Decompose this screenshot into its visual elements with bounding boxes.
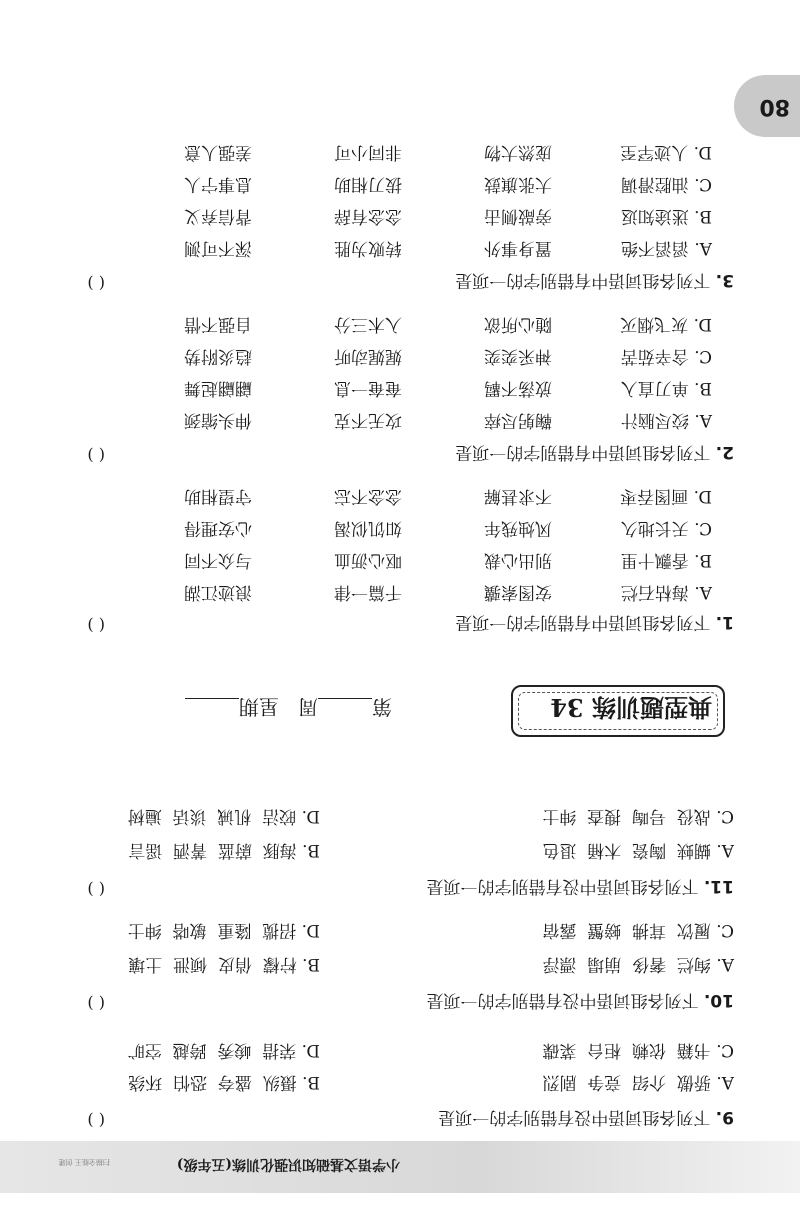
word: 伸头缩颈 xyxy=(184,410,252,430)
word: B. 海豚 xyxy=(262,840,320,860)
word: 隆重 xyxy=(217,920,252,940)
word: A. 绞尽脑汁 xyxy=(620,410,712,430)
word: D. 皎洁 xyxy=(262,806,320,826)
question-2-stem xyxy=(455,442,734,467)
weekday-label: 星期 xyxy=(238,695,279,719)
book-title: 小学语文基础知识强化训练(五年级) xyxy=(176,1156,400,1172)
word: 入木三分 xyxy=(334,314,402,334)
word: C. 履饮 xyxy=(676,920,734,940)
word: 介绍 xyxy=(632,1072,667,1092)
question-text: 下列各组词语中没有错别字的一项是 xyxy=(438,1107,711,1127)
word: 娓娓动听 xyxy=(334,346,402,366)
question-11-stem xyxy=(426,876,734,901)
word: 转败为胜 xyxy=(334,238,402,258)
word: A. 滔滔不绝 xyxy=(620,238,712,258)
word: D. 荣措 xyxy=(262,1040,320,1060)
word: 攻无不克 xyxy=(334,410,402,430)
option-row xyxy=(542,920,734,945)
header-bar xyxy=(0,1141,800,1193)
question-number: 1. xyxy=(715,612,734,632)
option-row xyxy=(184,550,712,575)
option-row xyxy=(542,954,734,979)
word: 息事宁人 xyxy=(184,174,252,194)
word: 号啕 xyxy=(631,806,666,826)
word: B. 迷途知返 xyxy=(620,206,712,226)
word: 与众不同 xyxy=(184,550,252,570)
word: 绅士 xyxy=(542,806,577,826)
word: 自强不惜 xyxy=(184,314,252,334)
word: 俏皮 xyxy=(217,954,252,974)
question-3-stem xyxy=(455,270,734,295)
word: 守望相助 xyxy=(184,486,252,506)
option-row xyxy=(184,314,712,339)
word: 不求甚解 xyxy=(484,486,552,506)
word: 退色 xyxy=(542,840,577,860)
word: 峻秀 xyxy=(217,1040,252,1060)
word: 盛夸 xyxy=(217,1072,252,1092)
option-row xyxy=(184,346,712,371)
word: 露宿 xyxy=(542,920,577,940)
option-row xyxy=(184,410,712,435)
word: D. 画图吞枣 xyxy=(620,486,712,506)
option-row xyxy=(184,582,712,607)
week-label: 周 xyxy=(298,695,318,719)
question-text: 下列各组词语中有错别字的一项是 xyxy=(455,270,711,290)
word: 奢侈 xyxy=(632,954,667,974)
word: 木桶 xyxy=(587,840,622,860)
word: 鞠躬尽瘁 xyxy=(484,410,552,430)
word: A. 绚烂 xyxy=(676,954,734,974)
word: 翩翩起舞 xyxy=(184,378,252,398)
weekday-blank xyxy=(185,698,239,717)
option-row xyxy=(542,840,734,865)
word: 菜碟 xyxy=(542,1040,577,1060)
word: 绅士 xyxy=(127,920,162,940)
option-row xyxy=(184,486,712,511)
word: 背信弃义 xyxy=(184,206,252,226)
word: 漂浮 xyxy=(542,954,577,974)
word: 柜台 xyxy=(587,1040,622,1060)
word: C. 战役 xyxy=(676,806,734,826)
word: C. 书籍 xyxy=(676,1040,734,1060)
answer-paren: ( ) xyxy=(87,274,105,293)
question-number: 11. xyxy=(703,876,734,896)
question-text: 下列各组词语中没有错别字的一项是 xyxy=(426,990,699,1010)
word: 差强人意 xyxy=(184,142,252,162)
word: 放荡不羁 xyxy=(484,378,552,398)
option-row xyxy=(184,174,712,199)
word: 拔刀相助 xyxy=(334,174,402,194)
word: 念念不忘 xyxy=(334,486,402,506)
word: 茸拂 xyxy=(631,920,666,940)
word: 依赖 xyxy=(631,1040,666,1060)
question-number: 2. xyxy=(715,442,734,462)
word: 土壤 xyxy=(128,954,163,974)
word: C. 天长地久 xyxy=(620,518,712,538)
word: 大张旗鼓 xyxy=(484,174,552,194)
word: 敏嗒 xyxy=(172,920,207,940)
word: 跨越 xyxy=(172,1040,207,1060)
word: 旁敲侧击 xyxy=(484,206,552,226)
question-1-stem xyxy=(455,612,734,637)
option-row xyxy=(128,1040,320,1065)
word: 安图索骥 xyxy=(484,582,552,602)
question-text: 下列各组词语中没有错别字的一项是 xyxy=(426,876,699,896)
answer-paren: ( ) xyxy=(87,616,105,635)
question-text: 下列各组词语中有错别字的一项是 xyxy=(455,612,711,632)
option-row xyxy=(184,518,712,543)
option-row xyxy=(128,954,320,979)
option-row xyxy=(128,1072,320,1097)
word: 庞然大物 xyxy=(484,142,552,162)
option-row xyxy=(128,840,320,865)
word: 恐怕 xyxy=(173,1072,208,1092)
word: 念念有辞 xyxy=(334,206,402,226)
word: 心安理得 xyxy=(184,518,252,538)
option-row xyxy=(184,378,712,403)
word: 非同小可 xyxy=(334,142,402,162)
word: B. 柠檬 xyxy=(262,954,320,974)
word: 置身事外 xyxy=(484,238,552,258)
question-10-stem xyxy=(426,990,734,1015)
word: 遍树 xyxy=(127,806,162,826)
word: 环绕 xyxy=(128,1072,163,1092)
word: B. 摄纵 xyxy=(262,1072,320,1092)
option-row xyxy=(128,806,320,831)
word: C. 油腔滑调 xyxy=(620,174,712,194)
word: D. 灰飞烟灭 xyxy=(620,314,712,334)
word: 随心所欲 xyxy=(484,314,552,334)
word: 螃蟹 xyxy=(587,920,622,940)
word: A. 海枯石烂 xyxy=(620,582,712,602)
word: 奄奄一息 xyxy=(334,378,402,398)
option-row xyxy=(128,920,320,945)
word: 神采奕奕 xyxy=(484,346,552,366)
section-title: 典型题训练 34 xyxy=(550,693,712,722)
scanner-watermark: 扫描全能王 创建 xyxy=(58,1158,110,1166)
answer-paren: ( ) xyxy=(87,446,105,465)
answer-paren: ( ) xyxy=(87,880,105,899)
word: 倾泄 xyxy=(173,954,208,974)
word: 机诫 xyxy=(217,806,252,826)
word: B. 香飘十里 xyxy=(620,550,712,570)
word: D. 招揽 xyxy=(262,920,320,940)
word: A. 骄傲 xyxy=(676,1072,734,1092)
word: 千篇一律 xyxy=(334,582,402,602)
date-prefix: 第 xyxy=(372,695,392,719)
date-line xyxy=(185,694,392,723)
option-row xyxy=(542,1040,734,1065)
word: C. 含辛茹苦 xyxy=(620,346,712,366)
word: 呕心沥血 xyxy=(334,550,402,570)
word: 谣言 xyxy=(128,840,163,860)
word: 风烛残年 xyxy=(484,518,552,538)
word: 蔚蓝 xyxy=(217,840,252,860)
question-number: 3. xyxy=(715,270,734,290)
word: D. 人迹罕至 xyxy=(620,142,712,162)
option-row xyxy=(184,206,712,231)
option-row xyxy=(542,806,734,831)
question-number: 9. xyxy=(715,1107,734,1127)
word: B. 单刀直入 xyxy=(620,378,712,398)
option-row xyxy=(542,1072,734,1097)
word: 趋炎附势 xyxy=(184,346,252,366)
page-number: 80 xyxy=(759,94,790,119)
word: A. 蝴蛱 xyxy=(676,840,734,860)
word: 剧烈 xyxy=(542,1072,577,1092)
word: 竞争 xyxy=(587,1072,622,1092)
option-row xyxy=(184,238,712,263)
answer-paren: ( ) xyxy=(87,994,105,1013)
word: 陶瓷 xyxy=(632,840,667,860)
word: 谈话 xyxy=(172,806,207,826)
question-9-stem xyxy=(438,1107,734,1132)
word: 崩塌 xyxy=(587,954,622,974)
question-text: 下列各组词语中有错别字的一项是 xyxy=(455,442,711,462)
answer-paren: ( ) xyxy=(87,1111,105,1130)
word: 菁洒 xyxy=(173,840,208,860)
word: 深不可测 xyxy=(184,238,252,258)
question-number: 10. xyxy=(703,990,734,1010)
option-row xyxy=(184,142,712,167)
word: 别出心裁 xyxy=(484,550,552,570)
word: 空旷 xyxy=(127,1040,162,1060)
word: 浪迹江湖 xyxy=(184,582,252,602)
week-blank xyxy=(318,698,372,717)
word: 搜查 xyxy=(587,806,622,826)
word: 如饥似渴 xyxy=(334,518,402,538)
